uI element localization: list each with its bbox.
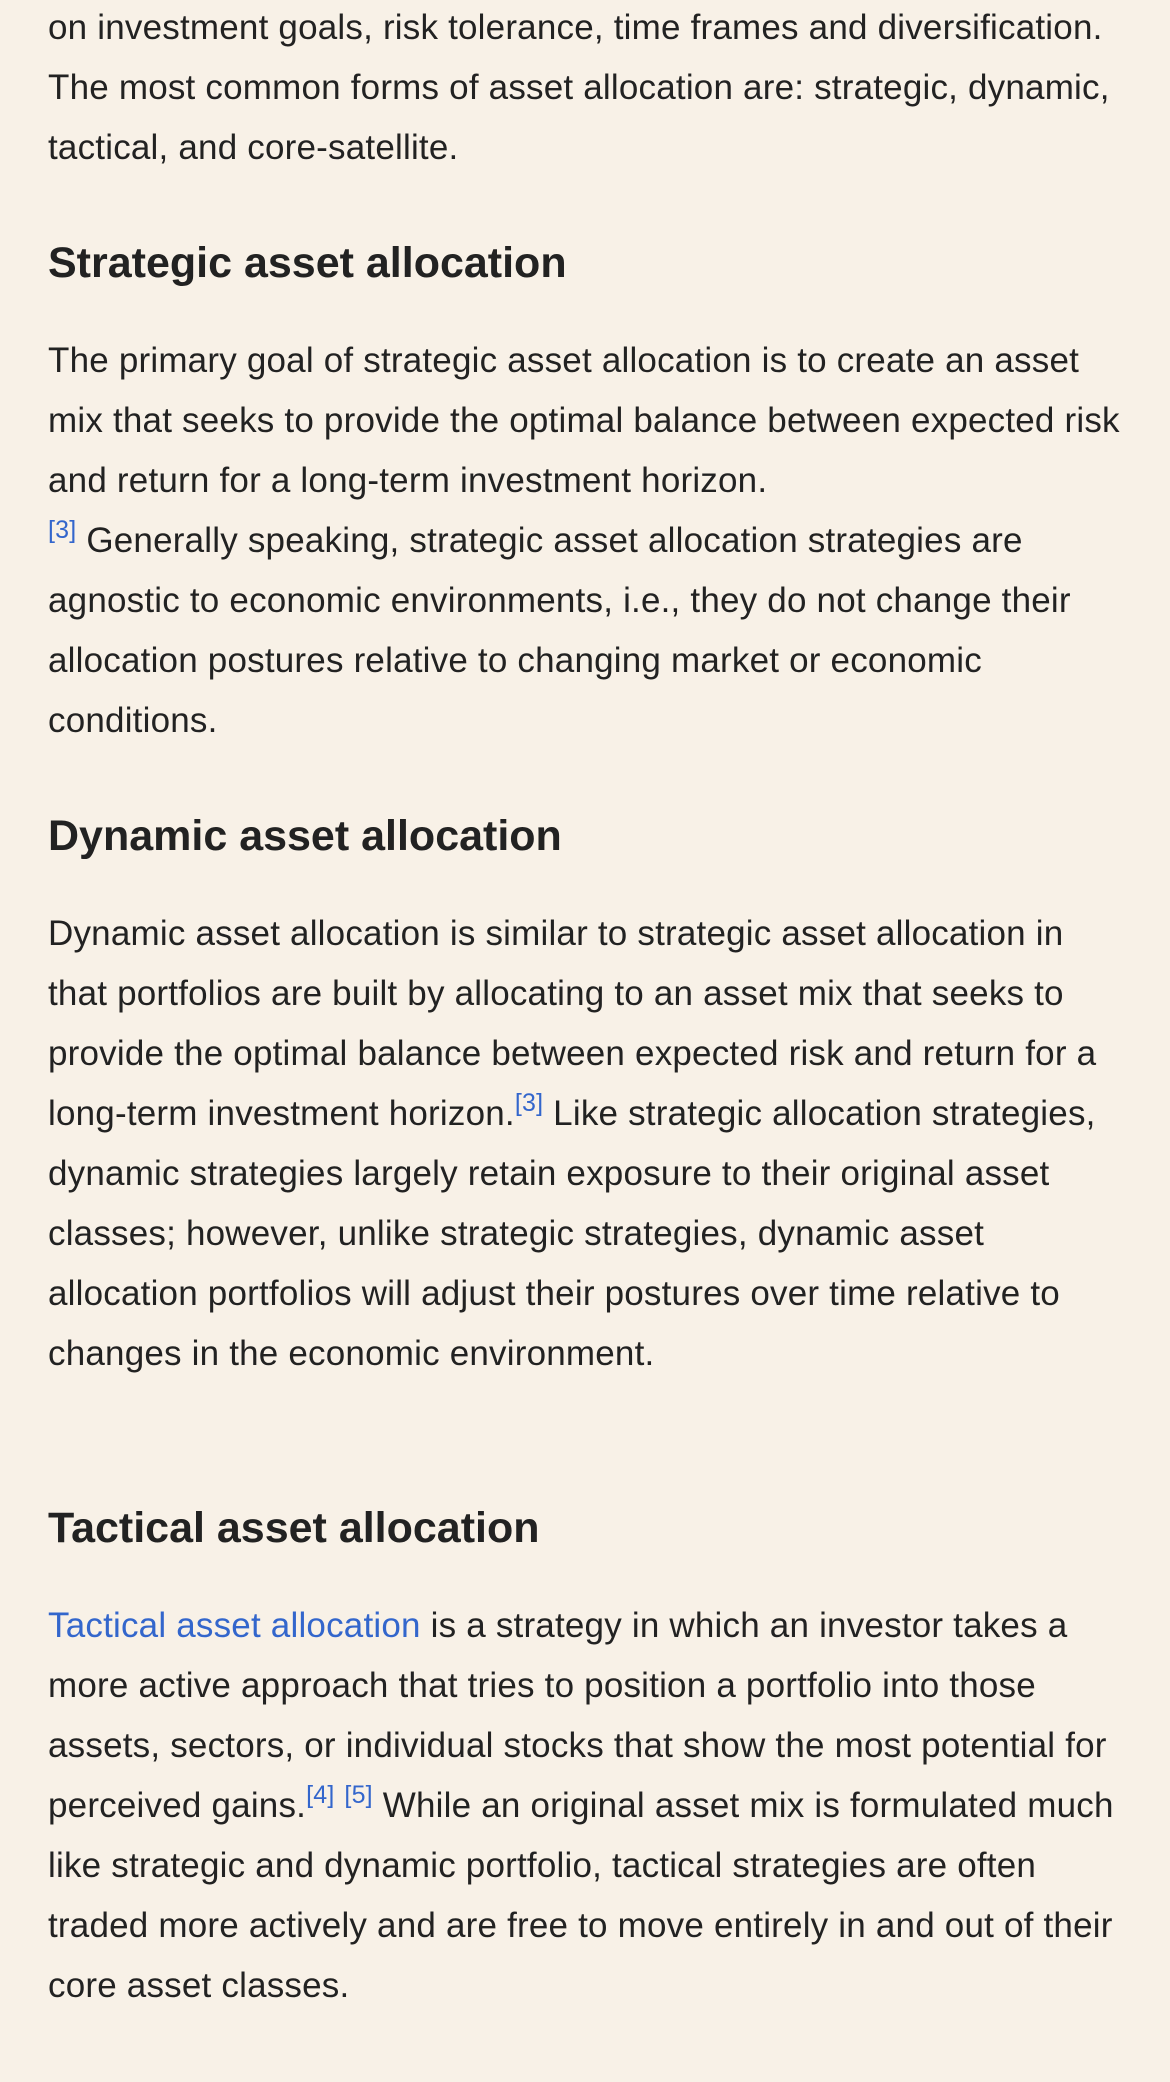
tactical-text-1: is a strategy in which an investor takes a more active approach that tries to position a portfolio into those assets, sectors, or individual stocks that show the most potential for perceived gains. <box>48 1606 1107 1825</box>
strategic-text-1: The primary goal of strategic asset allocation is to create an asset mix that seeks to provide the optimal balance between expected risk and return for a long-term investment horizon. <box>48 341 1120 500</box>
strategic-text-2: Generally speaking, strategic asset allocation strategies are agnostic to economic environments, i.e., they do not change their allocation postures relative to changing market or economic conditions. <box>48 521 1071 740</box>
dynamic-text-2: Like strategic allocation strategies, dynamic strategies largely retain exposure to their original asset classes; however, unlike strategic strategies, dynamic asset allocation portfolios will adjust their postures over time relative to changes in the economic environment. <box>48 1094 1096 1373</box>
tactical-asset-allocation-link[interactable]: Tactical asset allocation <box>48 1606 421 1645</box>
tactical-paragraph <box>48 1596 1128 2016</box>
section-heading-tactical: Tactical asset allocation <box>48 1504 540 1552</box>
dynamic-text-1: Dynamic asset allocation is similar to strategic asset allocation in that portfolios are built by allocating to an asset mix that seeks to provide the optimal balance between expected risk and return for a long-term investment horizon. <box>48 914 1097 1133</box>
citation-link[interactable]: [5] <box>344 1781 373 1809</box>
citation-link[interactable]: [3] <box>48 516 77 544</box>
dynamic-paragraph <box>48 904 1128 1384</box>
strategic-paragraph <box>48 331 1128 751</box>
citation-link[interactable]: [3] <box>514 1089 544 1117</box>
intro-paragraph <box>48 0 1128 178</box>
intro-text: on investment goals, risk tolerance, time frames and diversification. The most common forms of asset allocation are: strategic, dynamic, tactical, and core-satellite. <box>48 8 1110 167</box>
citation-link[interactable]: [4] <box>306 1781 335 1809</box>
tactical-text-2: While an original asset mix is formulated much like strategic and dynamic portfolio, tactical strategies are often traded more actively and are free to move entirely in and out of their core asset classes. <box>48 1786 1114 2005</box>
section-heading-dynamic: Dynamic asset allocation <box>48 812 562 860</box>
section-heading-strategic: Strategic asset allocation <box>48 239 567 287</box>
